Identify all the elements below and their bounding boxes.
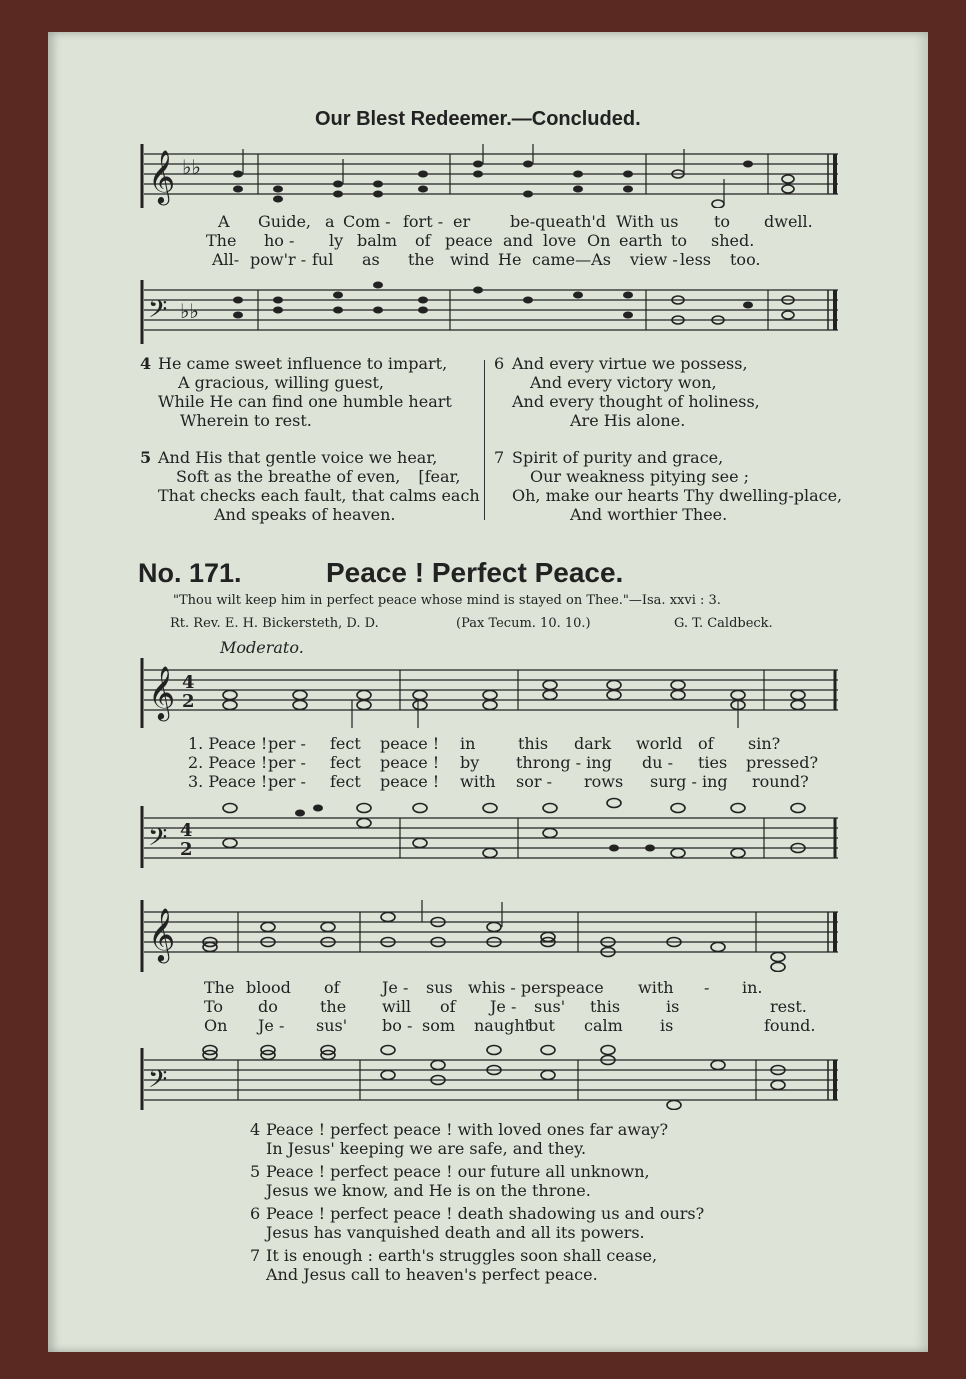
system2-lyrics-line-1: The blood of Je - sus whis - perspeace with - in. bbox=[204, 978, 763, 997]
svg-text:2: 2 bbox=[180, 839, 193, 860]
bass-staff-system1 bbox=[138, 796, 844, 868]
svg-text:♭♭: ♭♭ bbox=[182, 155, 201, 179]
hymn-composer: G. T. Caldbeck. bbox=[674, 616, 773, 631]
svg-text:♭♭: ♭♭ bbox=[180, 299, 199, 323]
hymn2-verse-5: 5 Peace ! perfect peace ! our future all unknown, Jesus we know, and He is on the throne. bbox=[250, 1162, 650, 1200]
tempo-marking: Moderato. bbox=[220, 638, 304, 657]
hymn1-lyrics-line-2: The ho - ly balm of peace and love On earth to shed. bbox=[206, 231, 755, 250]
svg-text:𝄢: 𝄢 bbox=[148, 823, 168, 858]
hymn2-verse-4: 4 Peace ! perfect peace ! with loved ones far away? In Jesus' keeping we are safe, and they. bbox=[250, 1120, 669, 1158]
bass-staff-system2 bbox=[138, 1038, 844, 1110]
hymn1-verse-5: 5 And His that gentle voice we hear, Soft as the breathe of even, [fear, That checks each fault, that calms each And speaks of heaven. bbox=[140, 448, 480, 524]
hymn2-verse-7: 7 It is enough : earth's struggles soon shall cease, And Jesus call to heaven's perfect peace. bbox=[250, 1246, 658, 1284]
system1-lyrics-line-1: 1. Peace !per - fect peace ! in this dark world of sin? bbox=[188, 734, 781, 753]
hymn1-lyrics-line-1: A Guide, a Com - fort - er be-queath'd With us to dwell. bbox=[218, 212, 813, 231]
svg-text:2: 2 bbox=[182, 691, 195, 712]
hymn-tune: (Pax Tecum. 10. 10.) bbox=[456, 616, 591, 631]
system2-lyrics-line-2: To do the will of Je - sus' this is rest. bbox=[204, 997, 807, 1016]
hymn1-verse-4: 4 He came sweet influence to impart, A gracious, willing guest, While He can find one humble heart Wherein to rest. bbox=[140, 354, 452, 430]
system1-lyrics-line-3: 3. Peace !per - fect peace ! with sor - rows surg - ing round? bbox=[188, 772, 809, 791]
treble-staff-system1 bbox=[138, 658, 844, 728]
hymn-epigraph: "Thou wilt keep him in perfect peace whose mind is stayed on Thee."—Isa. xxvi : 3. bbox=[173, 593, 721, 608]
svg-text:𝄞: 𝄞 bbox=[148, 665, 176, 719]
verse-column-divider bbox=[484, 360, 485, 520]
system2-lyrics-line-3: On Je - sus' bo - som naughtbut calm is found. bbox=[204, 1016, 816, 1035]
svg-text:4: 4 bbox=[180, 820, 193, 841]
treble-staff-hymn1 bbox=[138, 144, 844, 208]
hymn1-verse-6: 6 And every virtue we possess, And every victory won, And every thought of holiness, Are His alone. bbox=[494, 354, 760, 430]
hymnal-page bbox=[48, 32, 928, 1352]
svg-text:𝄢: 𝄢 bbox=[148, 1065, 168, 1100]
hymn1-verse-7: 7 Spirit of purity and grace, Our weakness pitying see ; Oh, make our hearts Thy dwelling-place, And worthier Thee. bbox=[494, 448, 843, 524]
hymn1-lyrics-line-3: All- pow'r - ful as the wind He came—As view - less too. bbox=[212, 250, 761, 269]
svg-text:𝄢: 𝄢 bbox=[148, 295, 168, 330]
svg-text:𝄞: 𝄞 bbox=[148, 149, 176, 203]
system1-lyrics-line-2: 2. Peace !per - fect peace ! by throng - ing du - ties pressed? bbox=[188, 753, 819, 772]
bass-staff-hymn1 bbox=[138, 280, 844, 344]
svg-text:4: 4 bbox=[182, 672, 195, 693]
svg-text:𝄞: 𝄞 bbox=[148, 907, 176, 961]
hymn-number: No. 171. bbox=[138, 558, 242, 588]
hymn-title-concluded: Our Blest Redeemer.—Concluded. bbox=[315, 108, 641, 130]
hymn-title: Peace ! Perfect Peace. bbox=[326, 557, 624, 588]
hymn-author: Rt. Rev. E. H. Bickersteth, D. D. bbox=[170, 616, 379, 631]
treble-staff-system2 bbox=[138, 900, 844, 972]
hymn2-verse-6: 6 Peace ! perfect peace ! death shadowing us and ours? Jesus has vanquished death and all its powers. bbox=[250, 1204, 705, 1242]
